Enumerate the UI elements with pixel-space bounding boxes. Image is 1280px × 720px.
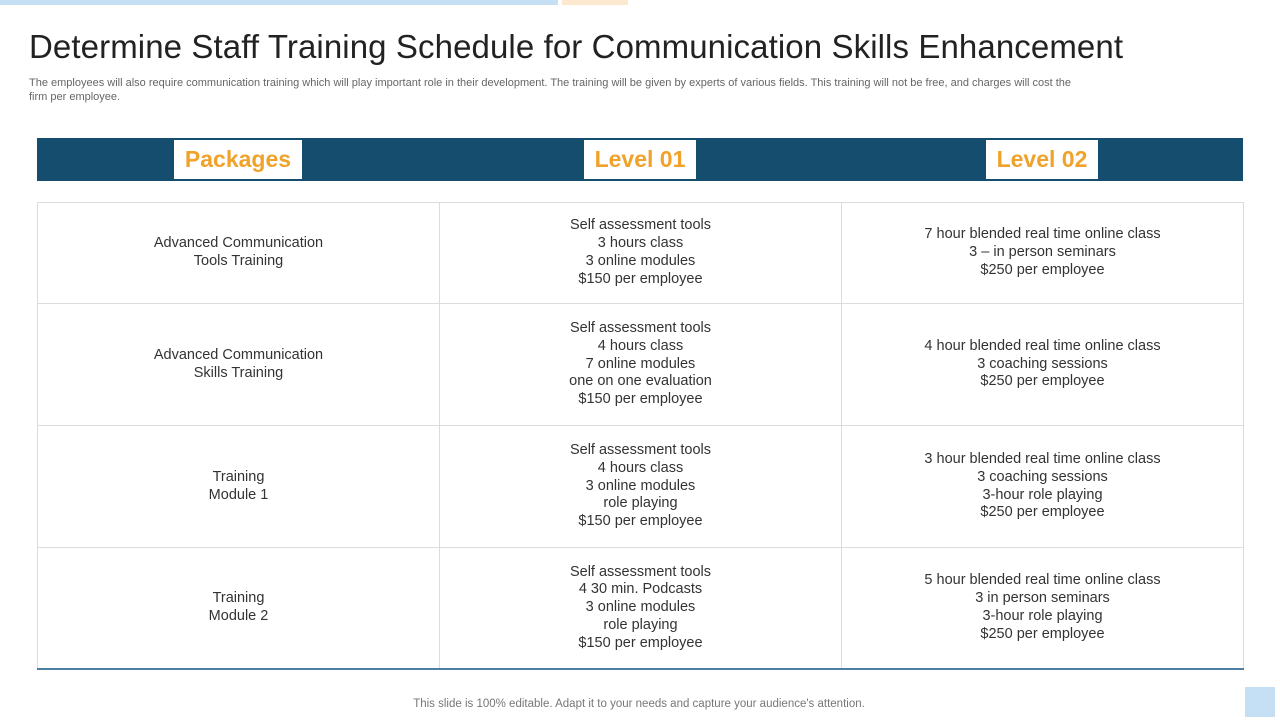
level-02-item: 4 hour blended real time online class bbox=[924, 337, 1161, 354]
level-01-item: 7 online modules bbox=[585, 355, 696, 372]
level-01-item: 4 30 min. Podcasts bbox=[578, 581, 703, 598]
level-02-item: $250 per employee bbox=[980, 504, 1105, 521]
level-01-cell bbox=[440, 203, 842, 304]
level-01-item: 3 hours class bbox=[597, 235, 684, 252]
level-01-item: 3 online modules bbox=[585, 477, 696, 494]
level-01-item: role playing bbox=[603, 616, 678, 633]
level-01-item: role playing bbox=[603, 495, 678, 512]
level-02-cell bbox=[842, 548, 1244, 670]
level-02-cell bbox=[842, 304, 1244, 426]
level-02-item: 3 hour blended real time online class bbox=[924, 450, 1161, 467]
level-02-item: 3-hour role playing bbox=[982, 608, 1103, 624]
level-02-item: 3 in person seminars bbox=[975, 590, 1110, 607]
level-02-item: $250 per employee bbox=[980, 261, 1105, 278]
level-02-item: 3-hour role playing bbox=[982, 486, 1103, 503]
level-01-item: 3 online modules bbox=[585, 599, 696, 616]
footer-note: This slide is 100% editable. Adapt it to your needs and capture your audience's attention. bbox=[413, 698, 865, 710]
table-row bbox=[38, 304, 1244, 426]
level-01-item: $150 per employee bbox=[578, 391, 703, 408]
level-01-cell bbox=[440, 548, 842, 670]
header-label-level-01: Level 01 bbox=[584, 140, 697, 179]
table-header-band bbox=[37, 138, 1243, 181]
level-01-item: Self assessment tools bbox=[569, 442, 712, 458]
level-02-cell bbox=[842, 203, 1244, 304]
table-row bbox=[38, 426, 1244, 548]
level-01-item: 4 hours class bbox=[597, 337, 684, 354]
corner-accent-square bbox=[1245, 687, 1275, 717]
package-name-line: Module 1 bbox=[208, 486, 269, 503]
level-01-item: Self assessment tools bbox=[569, 217, 712, 234]
level-01-cell bbox=[440, 426, 842, 548]
header-cell-level-02 bbox=[841, 138, 1243, 181]
package-name-line: Tools Training bbox=[193, 253, 284, 269]
header-label-level-02: Level 02 bbox=[986, 140, 1099, 179]
header-cell-level-01 bbox=[439, 138, 841, 181]
header-cell-packages bbox=[37, 138, 439, 181]
package-cell bbox=[38, 548, 440, 670]
level-01-item: 4 hours class bbox=[597, 459, 684, 476]
package-cell bbox=[38, 203, 440, 304]
level-01-item: Self assessment tools bbox=[569, 563, 712, 580]
level-01-item: $150 per employee bbox=[578, 634, 703, 651]
package-cell bbox=[38, 426, 440, 548]
package-name-line: Training bbox=[212, 468, 265, 485]
top-accent-bar-blue bbox=[0, 0, 558, 5]
slide-description: The employees will also require communication training which will play important role in their development. The training will be given by experts of various fields. This training will not be free, and charges will cost the firm per employee. bbox=[29, 77, 1072, 103]
level-02-item: 3 – in person seminars bbox=[969, 244, 1116, 261]
level-01-item: $150 per employee bbox=[578, 513, 703, 530]
package-name-line: Skills Training bbox=[193, 364, 284, 381]
top-accent-bar-peach bbox=[562, 0, 628, 5]
training-schedule-table bbox=[37, 202, 1244, 670]
level-02-item: 3 coaching sessions bbox=[977, 468, 1108, 485]
level-02-item: 7 hour blended real time online class bbox=[924, 226, 1161, 243]
header-label-packages: Packages bbox=[174, 140, 302, 179]
level-01-item: $150 per employee bbox=[578, 270, 703, 287]
level-01-item: 3 online modules bbox=[585, 253, 696, 269]
package-name-line: Advanced Communication bbox=[153, 346, 324, 363]
slide-title: Determine Staff Training Schedule for Communication Skills Enhancement bbox=[29, 28, 1124, 65]
package-name-line: Module 2 bbox=[208, 608, 269, 624]
table-row bbox=[38, 203, 1244, 304]
level-01-item: one on one evaluation bbox=[569, 373, 712, 390]
package-name-line: Training bbox=[212, 590, 265, 607]
level-01-item: Self assessment tools bbox=[569, 320, 712, 336]
level-02-item: 5 hour blended real time online class bbox=[924, 572, 1161, 589]
package-name-line: Advanced Communication bbox=[153, 235, 324, 252]
level-02-cell bbox=[842, 426, 1244, 548]
level-02-item: $250 per employee bbox=[980, 625, 1105, 642]
level-01-cell bbox=[440, 304, 842, 426]
table-row bbox=[38, 548, 1244, 670]
package-cell bbox=[38, 304, 440, 426]
level-02-item: 3 coaching sessions bbox=[977, 355, 1108, 372]
level-02-item: $250 per employee bbox=[980, 373, 1105, 390]
